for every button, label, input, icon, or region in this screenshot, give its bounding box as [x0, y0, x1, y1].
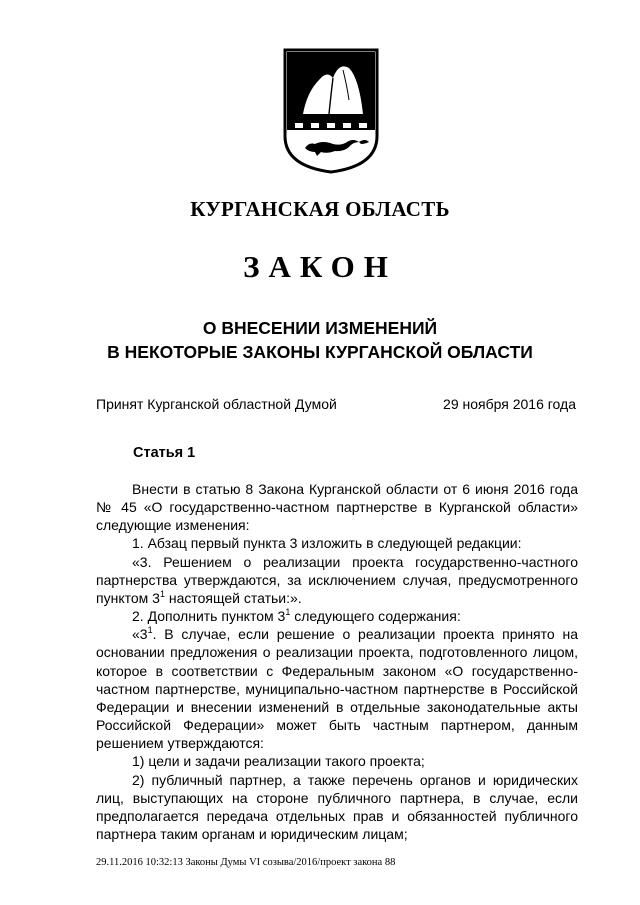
coat-of-arms-icon: [283, 48, 379, 174]
article-heading: Статья 1: [133, 445, 196, 461]
adopted-by: Принят Курганской областной Думой: [96, 396, 337, 412]
footer-path: 29.11.2016 10:32:13 Законы Думы VI созыва/2016/проект закона 88: [96, 857, 396, 868]
adoption-date: 29 ноября 2016 года: [443, 396, 576, 412]
paragraph: «3. Решением о реализации проекта государственно-частного партнерства утверждаются, за исключением случая, предусмотренного пунктом $3^1$ настоящей статьи:».: [96, 553, 578, 606]
paragraph: 2) публичный партнер, а также перечень органов и юридических лиц, выступающих на стороне публичного партнера, в случае, если предполагается передача отдельных прав и обязанностей публичного партнера таким органам и юридическим лицам;: [96, 771, 578, 842]
law-title-line-2: В НЕКОТОРЫЕ ЗАКОНЫ КУРГАНСКОЙ ОБЛАСТИ: [107, 342, 533, 362]
article-body: [96, 480, 578, 843]
document-type: ЗАКОН: [243, 249, 397, 284]
paragraph: 2. Дополнить пунктом $3^1$ следующего содержания:: [132, 607, 461, 625]
region-title: КУРГАНСКАЯ ОБЛАСТЬ: [190, 197, 450, 221]
paragraph: «$3^1$. В случае, если решение о реализации проекта принято на основании предложения о реализации проекта, подготовленного лицом, которое в соответствии с Федеральным законом «О государственно-частном партнерстве, муниципально-частном партнерстве в Российской Федерации и внесении изменений в отдельные законодательные акты Российской Федерации» может быть частным партнером, данным решением утверждаются:: [96, 625, 578, 752]
paragraph: Внести в статью 8 Закона Курганской области от 6 июня 2016 года № 45 «О государственно-частном партнерстве в Курганской области» следующие изменения:: [96, 481, 578, 534]
law-title-line-1: О ВНЕСЕНИИ ИЗМЕНЕНИЙ: [202, 318, 438, 338]
paragraph: 1) цели и задачи реализации такого проекта;: [132, 753, 425, 770]
paragraph: 1. Абзац первый пункта 3 изложить в следующей редакции:: [132, 535, 522, 552]
